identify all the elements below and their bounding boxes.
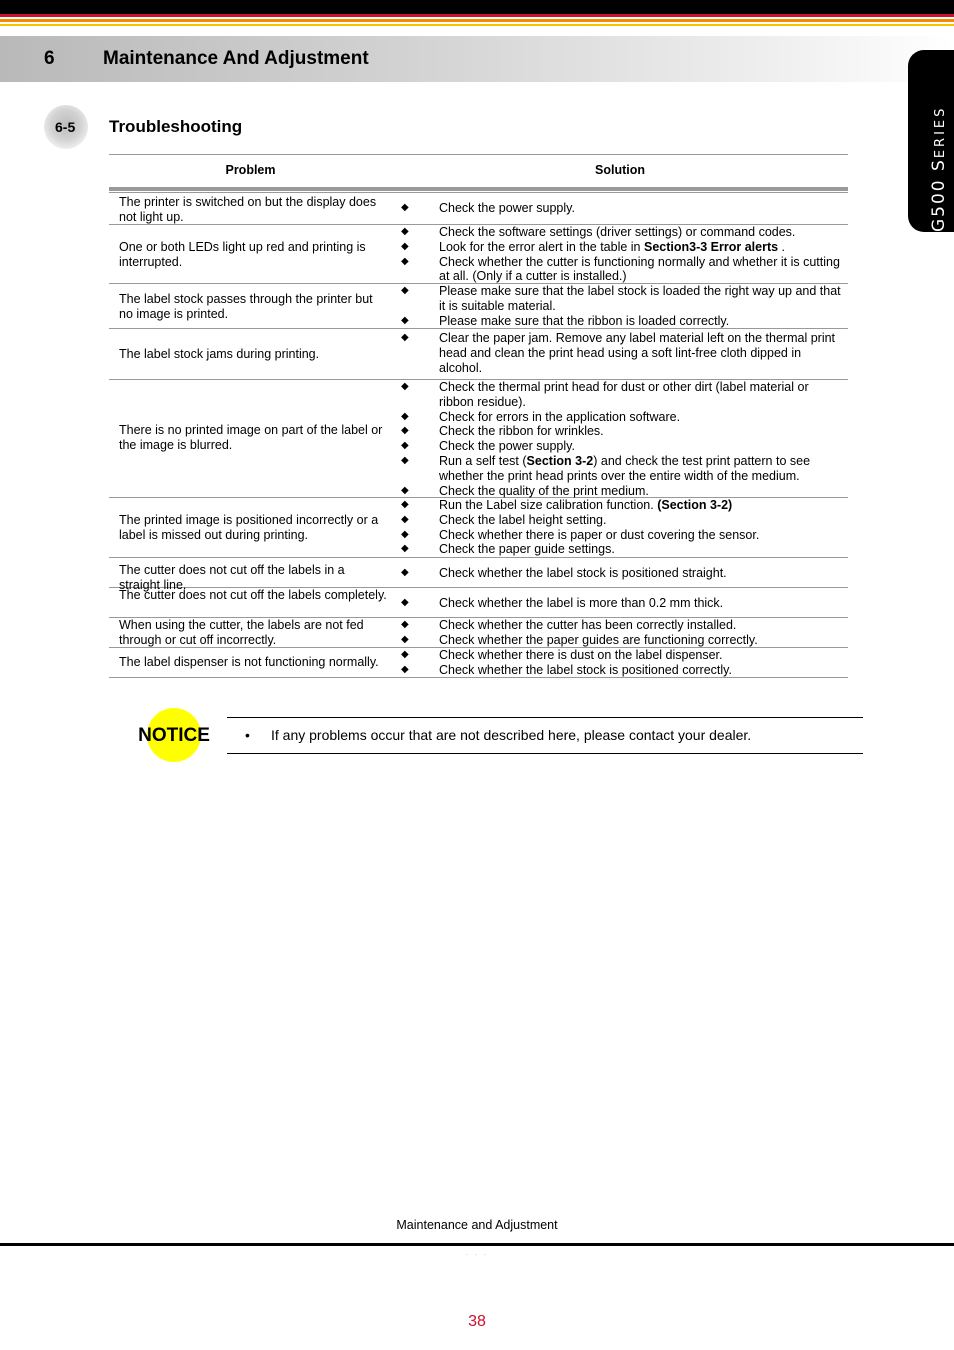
solution-text: Check the label height setting. (439, 512, 607, 527)
table-row (109, 225, 848, 284)
chapter-number: 6 (44, 48, 55, 69)
header-solution: Solution (595, 163, 645, 177)
solution-item (398, 284, 843, 314)
diamond-bullet-icon: ◆ (401, 314, 409, 326)
table-header (109, 154, 848, 188)
solution-item (398, 380, 843, 410)
problem-cell: The label stock passes through the printer but no image is printed. (119, 292, 373, 321)
solution-text: Check the thermal print head for dust or other dirt (label material or ribbon residue). (439, 380, 809, 409)
top-border (0, 0, 954, 14)
notice-text: If any problems occur that are not described here, please contact your dealer. (271, 727, 752, 743)
diamond-bullet-icon: ◆ (401, 425, 409, 437)
solution-text: . (778, 239, 786, 254)
diamond-bullet-icon: ◆ (401, 440, 409, 452)
footer-dots: · · · (465, 1250, 489, 1259)
solution-reference: Section3-3 Error alerts (643, 239, 779, 254)
solution-item (398, 484, 843, 499)
solution-text: Check whether there is paper or dust covering the sensor. (439, 527, 760, 542)
solution-item (398, 528, 843, 543)
section-title: Troubleshooting (109, 117, 243, 136)
diamond-bullet-icon: ◆ (401, 410, 409, 422)
diamond-bullet-icon: ◆ (401, 567, 409, 578)
solution-item (398, 454, 843, 484)
table-header-rule (109, 187, 848, 191)
table-row (109, 329, 848, 380)
page-number: 38 (468, 1313, 486, 1330)
solution-text: Check whether the label stock is positioned correctly. (439, 662, 732, 677)
solution-item (398, 542, 843, 557)
diamond-bullet-icon: ◆ (401, 454, 409, 466)
table-row (109, 618, 848, 648)
problem-cell: The label dispenser is not functioning normally. (119, 655, 379, 669)
solution-item (398, 648, 843, 663)
diamond-bullet-icon: ◆ (401, 513, 409, 525)
solution-cell (398, 225, 843, 284)
solution-cell (398, 566, 843, 581)
diamond-bullet-icon: ◆ (401, 381, 409, 392)
solution-item (398, 633, 843, 648)
solution-item (398, 255, 843, 285)
problem-cell: The cutter does not cut off the labels completely. (119, 588, 387, 602)
solution-cell (398, 596, 843, 611)
solution-text: Check the software settings (driver settings) or command codes. (439, 225, 796, 239)
table-row (109, 558, 848, 592)
problem-cell: The printed image is positioned incorrectly or a label is missed out during printing. (119, 513, 379, 542)
solution-item (398, 618, 843, 633)
diamond-bullet-icon: ◆ (401, 484, 409, 496)
notice-bottom-rule (227, 753, 863, 754)
table-row (109, 284, 848, 329)
solution-text: Check the ribbon for wrinkles. (439, 424, 604, 439)
problem-cell: The printer is switched on but the display does not light up. (119, 195, 377, 224)
top-stripe-yellow (0, 24, 954, 26)
table-row (109, 193, 848, 225)
solution-text: Check the quality of the print medium. (439, 483, 649, 498)
table-row (109, 648, 848, 678)
solution-text: Check whether there is dust on the label dispenser. (439, 648, 723, 662)
solution-cell (398, 331, 843, 375)
diamond-bullet-icon: ◆ (401, 663, 409, 675)
diamond-bullet-icon: ◆ (401, 649, 409, 660)
diamond-bullet-icon: ◆ (401, 619, 409, 630)
footer-chapter-name: Maintenance and Adjustment (396, 1218, 558, 1232)
series-name: G500 S (929, 158, 949, 232)
footer-rule (0, 1243, 954, 1246)
notice-label: NOTICE (138, 725, 210, 746)
problem-cell: The label stock jams during printing. (119, 347, 320, 361)
solution-text: Check whether the cutter is functioning normally and whether it is cutting at all. (Only if a cutter is installed.) (439, 254, 840, 284)
solution-cell (398, 498, 843, 557)
solution-cell (398, 380, 843, 498)
solution-text: Check whether the cutter has been correctly installed. (439, 618, 737, 632)
solution-reference: Section 3-2 (526, 453, 594, 468)
solution-item (398, 240, 843, 255)
solution-text: Check the paper guide settings. (439, 542, 615, 557)
diamond-bullet-icon: ◆ (401, 543, 409, 555)
diamond-bullet-icon: ◆ (401, 499, 409, 510)
solution-item (398, 513, 843, 528)
solution-text: Clear the paper jam. Remove any label material left on the thermal print head and clean the print head using a soft lint-free cloth dipped in alcohol. (439, 331, 836, 375)
diamond-bullet-icon: ◆ (401, 332, 409, 343)
solution-item (398, 314, 843, 329)
solution-item (398, 201, 843, 216)
table-row (109, 498, 848, 558)
solution-text: Check whether the paper guides are functioning correctly. (439, 632, 758, 647)
solution-text: Please make sure that the ribbon is loaded correctly. (439, 313, 730, 328)
solution-item (398, 424, 843, 439)
diamond-bullet-icon: ◆ (401, 528, 409, 540)
solution-text: Run the Label size calibration function. (439, 498, 658, 512)
solution-item (398, 566, 843, 581)
solution-text: Check the power supply. (439, 201, 575, 215)
solution-cell (398, 201, 843, 216)
series-side-tab-text (916, 50, 954, 232)
table-row (109, 588, 848, 618)
solution-cell (398, 618, 843, 648)
diamond-bullet-icon: ◆ (401, 240, 409, 252)
problem-cell: When using the cutter, the labels are not fed through or cut off incorrectly. (119, 618, 364, 647)
solution-item (398, 410, 843, 425)
solution-item (398, 225, 843, 240)
solution-item (398, 439, 843, 454)
solution-item (398, 331, 843, 375)
solution-text: Run a self test ( (439, 453, 527, 468)
solution-cell (398, 284, 843, 328)
diamond-bullet-icon: ◆ (401, 226, 409, 237)
diamond-bullet-icon: ◆ (401, 202, 409, 213)
notice-bullet: • (245, 727, 250, 743)
table-row (109, 380, 848, 498)
section-number: 6-5 (55, 119, 76, 135)
diamond-bullet-icon: ◆ (401, 633, 409, 645)
problem-cell: There is no printed image on part of the label or the image is blurred. (119, 423, 383, 452)
solution-text: Check the power supply. (439, 439, 575, 454)
solution-item (398, 663, 843, 678)
solution-cell (398, 648, 843, 678)
notice-top-rule (227, 717, 863, 718)
solution-text: Check for errors in the application software. (439, 409, 681, 424)
diamond-bullet-icon: ◆ (401, 597, 409, 608)
diamond-bullet-icon: ◆ (401, 255, 409, 267)
header-problem: Problem (225, 163, 276, 177)
solution-item (398, 498, 843, 513)
solution-text: Check whether the label stock is positioned straight. (439, 566, 727, 580)
solution-text: Check whether the label is more than 0.2 mm thick. (439, 596, 724, 610)
solution-reference: (Section 3-2) (657, 498, 733, 512)
series-side-tab (908, 50, 954, 232)
chapter-title: Maintenance And Adjustment (103, 48, 369, 69)
solution-item (398, 596, 843, 611)
solution-text: Please make sure that the label stock is loaded the right way up and that it is suitable material. (439, 284, 841, 313)
problem-cell: One or both LEDs light up red and printing is interrupted. (119, 240, 366, 269)
solution-text: Look for the error alert in the table in (439, 239, 644, 254)
solution-text: ) and check the test print pattern to see whether the print head prints over the entire width of the medium. (439, 453, 811, 483)
diamond-bullet-icon: ◆ (401, 285, 409, 296)
series-name-small: ERIES (933, 105, 948, 159)
problem-cell: The cutter does not cut off the labels in a straight line. (119, 563, 345, 592)
